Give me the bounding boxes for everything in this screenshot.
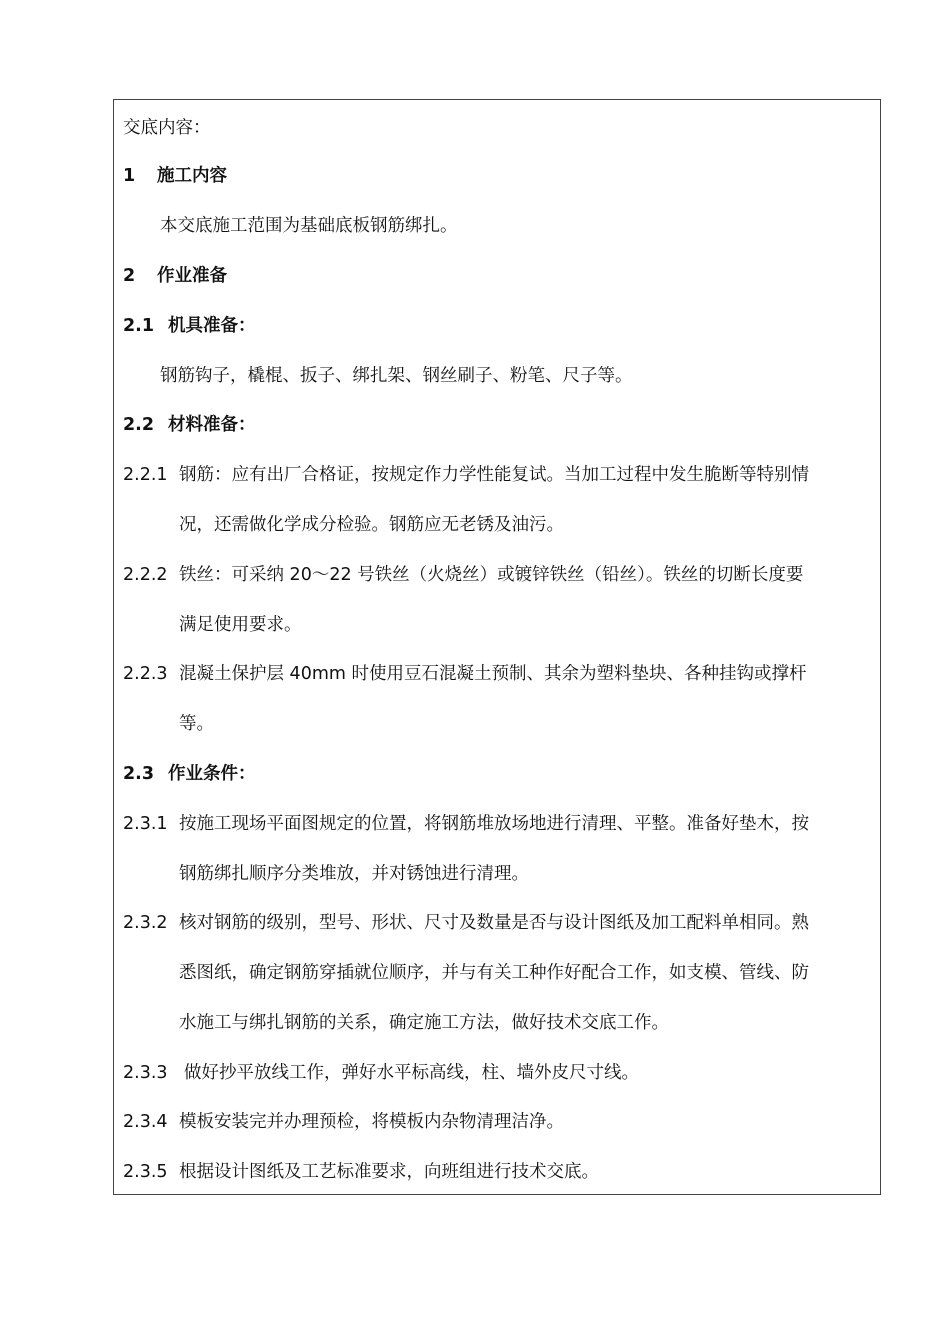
section-number: 2: [123, 266, 136, 286]
section-2-heading: [123, 264, 227, 288]
section-2-2-heading: [123, 413, 256, 437]
section-number: 1: [123, 166, 136, 186]
section-title: 作业条件：: [168, 764, 256, 784]
header-label: 交底内容：: [123, 118, 211, 138]
item-2-3-3-line1: 做好抄平放线工作，弹好水平标高线，柱、墙外皮尺寸线。: [184, 1063, 639, 1083]
item-2-3-4-number: 2.3.4: [123, 1112, 168, 1132]
item-2-2-2-line2: 满足使用要求。: [179, 615, 302, 635]
item-2-2-1-line2: 况，还需做化学成分检验。钢筋应无老锈及油污。: [179, 515, 564, 535]
item-2-2-1-number: 2.2.1: [123, 465, 168, 485]
section-1-heading: [123, 164, 227, 188]
item-2-2-2-number: 2.2.2: [123, 565, 168, 585]
item-2-2-3-number: 2.2.3: [123, 664, 168, 684]
item-2-2-3-line1: 混凝土保护层 40mm 时使用豆石混凝土预制、其余为塑料垫块、各种挂钩或撑杆: [179, 664, 807, 684]
item-2-2-1-line1: 钢筋：应有出厂合格证，按规定作力学性能复试。当加工过程中发生脆断等特别情: [179, 465, 809, 485]
section-title: 作业准备: [157, 266, 227, 286]
section-title: 施工内容: [157, 166, 227, 186]
item-2-2-2-line1: 铁丝：可采纳 20～22 号铁丝（火烧丝）或镀锌铁丝（铅丝）。铁丝的切断长度要: [179, 565, 804, 585]
item-2-3-1-line2: 钢筋绑扎顺序分类堆放，并对锈蚀进行清理。: [179, 864, 529, 884]
item-2-3-2-line2: 悉图纸，确定钢筋穿插就位顺序，并与有关工种作好配合工作，如支模、管线、防: [179, 963, 809, 983]
section-number: 2.2: [123, 415, 155, 435]
section-2-3-heading: [123, 762, 256, 786]
item-2-3-2-line1: 核对钢筋的级别，型号、形状、尺寸及数量是否与设计图纸及加工配料单相同。熟: [179, 913, 809, 933]
item-2-3-5-number: 2.3.5: [123, 1162, 168, 1182]
section-2-1-text: 钢筋钩子，橇棍、扳子、绑扎架、钢丝刷子、粉笔、尺子等。: [160, 366, 633, 386]
section-number: 2.1: [123, 316, 155, 336]
item-2-3-5-line1: 根据设计图纸及工艺标准要求，向班组进行技术交底。: [179, 1162, 599, 1182]
section-number: 2.3: [123, 764, 155, 784]
item-2-3-1-line1: 按施工现场平面图规定的位置，将钢筋堆放场地进行清理、平整。准备好垫木，按: [179, 814, 809, 834]
item-2-2-3-line2: 等。: [179, 714, 214, 734]
item-2-3-2-line3: 水施工与绑扎钢筋的关系，确定施工方法，做好技术交底工作。: [179, 1013, 669, 1033]
section-2-1-heading: [123, 314, 256, 338]
section-title: 材料准备：: [168, 415, 256, 435]
item-2-3-3-number: 2.3.3: [123, 1063, 168, 1083]
section-1-text: 本交底施工范围为基础底板钢筋绑扎。: [160, 216, 458, 236]
section-title: 机具准备：: [168, 316, 256, 336]
item-2-3-1-number: 2.3.1: [123, 814, 168, 834]
item-2-3-2-number: 2.3.2: [123, 913, 168, 933]
item-2-3-4-line1: 模板安装完并办理预检，将模板内杂物清理洁净。: [179, 1112, 564, 1132]
